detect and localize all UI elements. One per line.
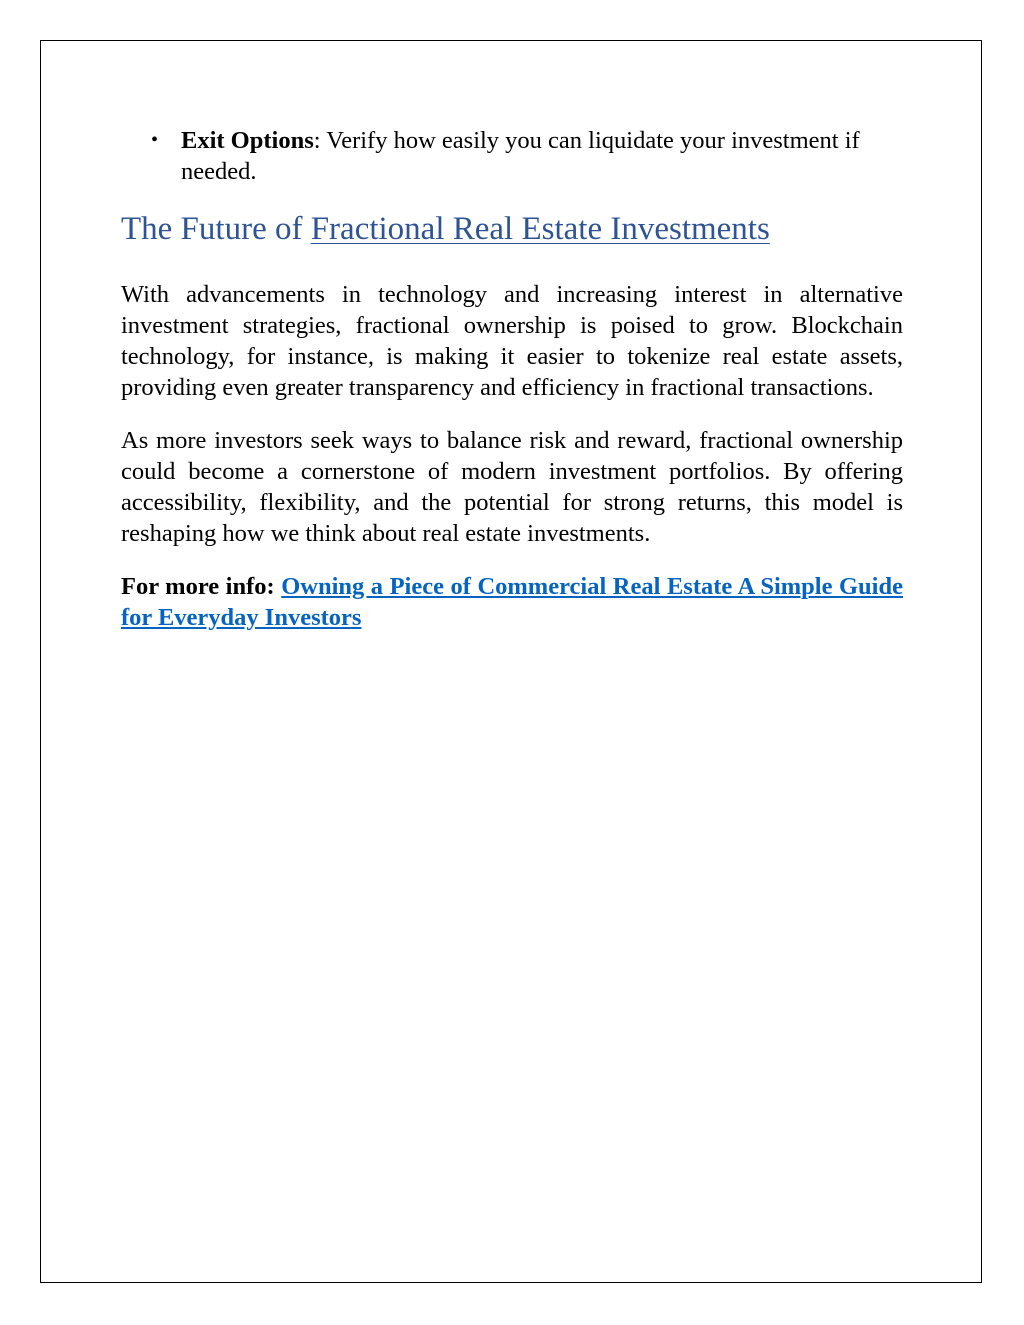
- bullet-list: [121, 125, 903, 187]
- bullet-term: Exit Options: [181, 127, 314, 154]
- section-heading: [121, 209, 903, 249]
- more-info-line: [121, 571, 903, 633]
- heading-link[interactable]: Fractional Real Estate Investments: [310, 211, 770, 247]
- document-page: [40, 40, 982, 1283]
- more-info-link[interactable]: Owning a Piece of Commercial Real Estate A Simple Guide for Everyday Investors: [121, 573, 903, 631]
- paragraph-technology: With advancements in technology and increasing interest in alternative investment strategies, fractional ownership is poised to grow. Blockchain technology, for instance, is making it easier to tokenize real estate assets, providing even greater transparency and efficiency in fractional transactions.: [121, 281, 903, 401]
- bullet-text: : Verify how easily you can liquidate your investment if needed.: [181, 127, 860, 185]
- heading-prefix: The Future of: [121, 211, 311, 247]
- page-content: [121, 125, 903, 633]
- list-item: [121, 125, 903, 187]
- bullet-icon: •: [151, 129, 159, 151]
- paragraph-investors: As more investors seek ways to balance risk and reward, fractional ownership could become a cornerstone of modern investment portfolios. By offering accessibility, flexibility, and the potential for strong returns, this model is reshaping how we think about real estate investments.: [121, 427, 903, 547]
- more-info-label: For more info:: [121, 573, 275, 600]
